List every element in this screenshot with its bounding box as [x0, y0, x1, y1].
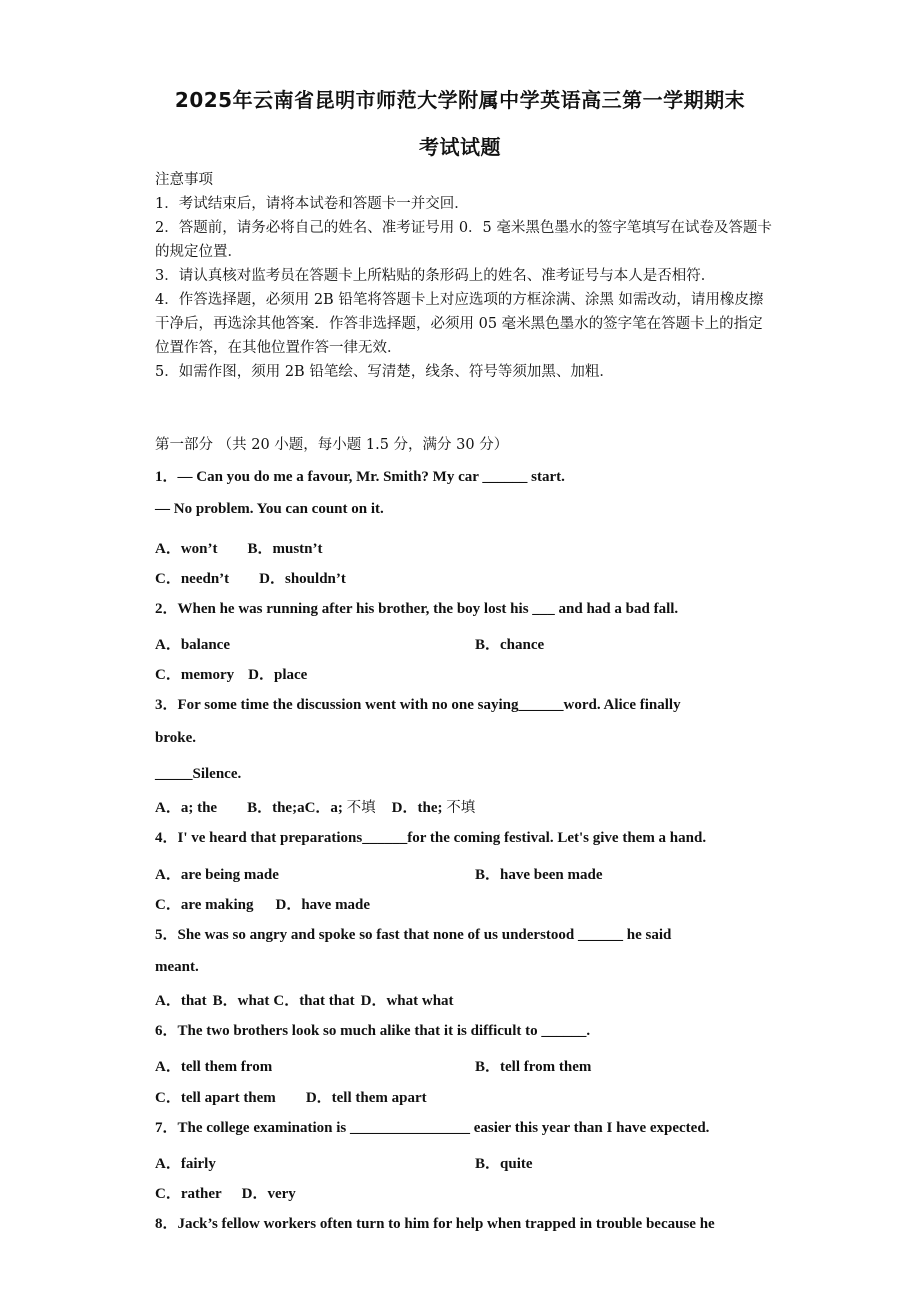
q6-option-b[interactable]: B．tell from them: [475, 1059, 592, 1075]
notes-section: [155, 168, 775, 384]
q1-option-c[interactable]: C．needn’t: [155, 571, 230, 587]
q2-stem: 2．When he was running after his brother, the boy lost his ___ and had a bad fall.: [155, 601, 679, 617]
q7-option-c[interactable]: C．rather: [155, 1186, 222, 1202]
q2-options-cd: [155, 663, 307, 684]
q1-stem-reply: — No problem. You can count on it.: [155, 501, 384, 517]
q2-option-c[interactable]: C．memory: [155, 667, 235, 683]
q5-option-c[interactable]: C．that that: [273, 993, 355, 1009]
q2-option-a[interactable]: A．balance: [155, 637, 231, 653]
notes-item-2: 2．答题前，请务必将自己的姓名、准考证号用 0．5 毫米黑色墨水的签字笔填写在试卷及答题卡的规定位置．: [155, 220, 772, 260]
q7-stem: 7．The college examination is ________________ easier this year than I have expected.: [155, 1120, 710, 1136]
q4-stem: 4．I' ve heard that preparations______for the coming festival. Let's give them a hand.: [155, 830, 707, 846]
q5-stem: 5．She was so angry and spoke so fast that none of us understood ______ he said: [155, 927, 672, 943]
section-heading: 第一部分 （共 20 小题，每小题 1.5 分，满分 30 分）: [155, 437, 509, 453]
q4-option-b[interactable]: B．have been made: [475, 867, 603, 883]
exam-title-line1: 2025年云南省昆明市师范大学附属中学英语高三第一学期期末: [174, 88, 746, 112]
q3-option-a[interactable]: A．a; the: [155, 800, 218, 816]
q6-options-cd: [155, 1086, 427, 1107]
q3-options: [155, 796, 475, 817]
q3-option-d-cn: 不填: [446, 800, 476, 816]
q7-options-cd: [155, 1182, 296, 1203]
q3-option-c-text: C．a;: [304, 800, 347, 816]
notes-item-5: 5．如需作图，须用 2B 铅笔绘、写清楚，线条、符号等须加黑、加粗．: [155, 364, 614, 380]
q1-option-b[interactable]: B．mustn’t: [247, 541, 323, 557]
q5-option-a[interactable]: A．that: [155, 993, 207, 1009]
q3-option-d-text: D．the;: [391, 800, 447, 816]
q1-option-a[interactable]: A．won’t: [155, 541, 218, 557]
q2-option-b[interactable]: B．chance: [475, 637, 545, 653]
q7-option-b[interactable]: B．quite: [475, 1156, 533, 1172]
notes-item-3: 3．请认真核对监考员在答题卡上所粘贴的条形码上的姓名、准考证号与本人是否相符．: [155, 268, 716, 284]
q1-option-d[interactable]: D．shouldn’t: [259, 571, 346, 587]
q5-option-b[interactable]: B．what: [212, 993, 270, 1009]
q5-option-d[interactable]: D．what what: [360, 993, 454, 1009]
q4-options-cd: [155, 893, 370, 914]
q4-option-c[interactable]: C．are making: [155, 897, 254, 913]
q3-option-d[interactable]: [392, 800, 476, 816]
q4-option-d[interactable]: D．have made: [275, 897, 371, 913]
notes-item-1: 1．考试结束后，请将本试卷和答题卡一并交回．: [155, 196, 469, 212]
notes-heading: 注意事项: [155, 172, 213, 188]
q8-stem: 8．Jack’s fellow workers often turn to him for help when trapped in trouble because he: [155, 1216, 715, 1232]
q2-option-d[interactable]: D．place: [248, 667, 308, 683]
q6-option-c[interactable]: C．tell apart them: [155, 1090, 276, 1106]
q1-options-cd: [155, 567, 346, 588]
q3-option-c-cn: 不填: [346, 800, 376, 816]
q3-option-b[interactable]: B．the;a: [247, 800, 305, 816]
q1-stem: 1．— Can you do me a favour, Mr. Smith? My car ______ start.: [155, 469, 565, 485]
q6-option-a[interactable]: A．tell them from: [155, 1059, 273, 1075]
q5-stem-cont: meant.: [155, 959, 199, 975]
q7-option-a[interactable]: A．fairly: [155, 1156, 216, 1172]
q1-options-ab: [155, 537, 323, 558]
q4-option-a[interactable]: A．are being made: [155, 867, 279, 883]
q3-stem-cont: broke.: [155, 730, 196, 746]
q3-stem-reply: _____Silence.: [155, 766, 242, 782]
q6-stem: 6．The two brothers look so much alike that it is difficult to ______.: [155, 1023, 591, 1039]
q3-option-c[interactable]: [305, 800, 376, 816]
q6-option-d[interactable]: D．tell them apart: [305, 1090, 427, 1106]
q5-options: [155, 989, 454, 1010]
q7-option-d[interactable]: D．very: [241, 1186, 296, 1202]
exam-title-line2: 考试试题: [419, 135, 501, 159]
notes-item-4: 4．作答选择题，必须用 2B 铅笔将答题卡上对应选项的方框涂满、涂黑 如需改动，请用橡皮擦干净后，再选涂其他答案．作答非选择题，必须用 05 毫米黑色墨水的签字笔在答题卡上的指定位置作答，在其他位置作答一律无效．: [155, 292, 764, 356]
q3-stem: 3．For some time the discussion went with no one saying______word. Alice finally: [155, 697, 681, 713]
